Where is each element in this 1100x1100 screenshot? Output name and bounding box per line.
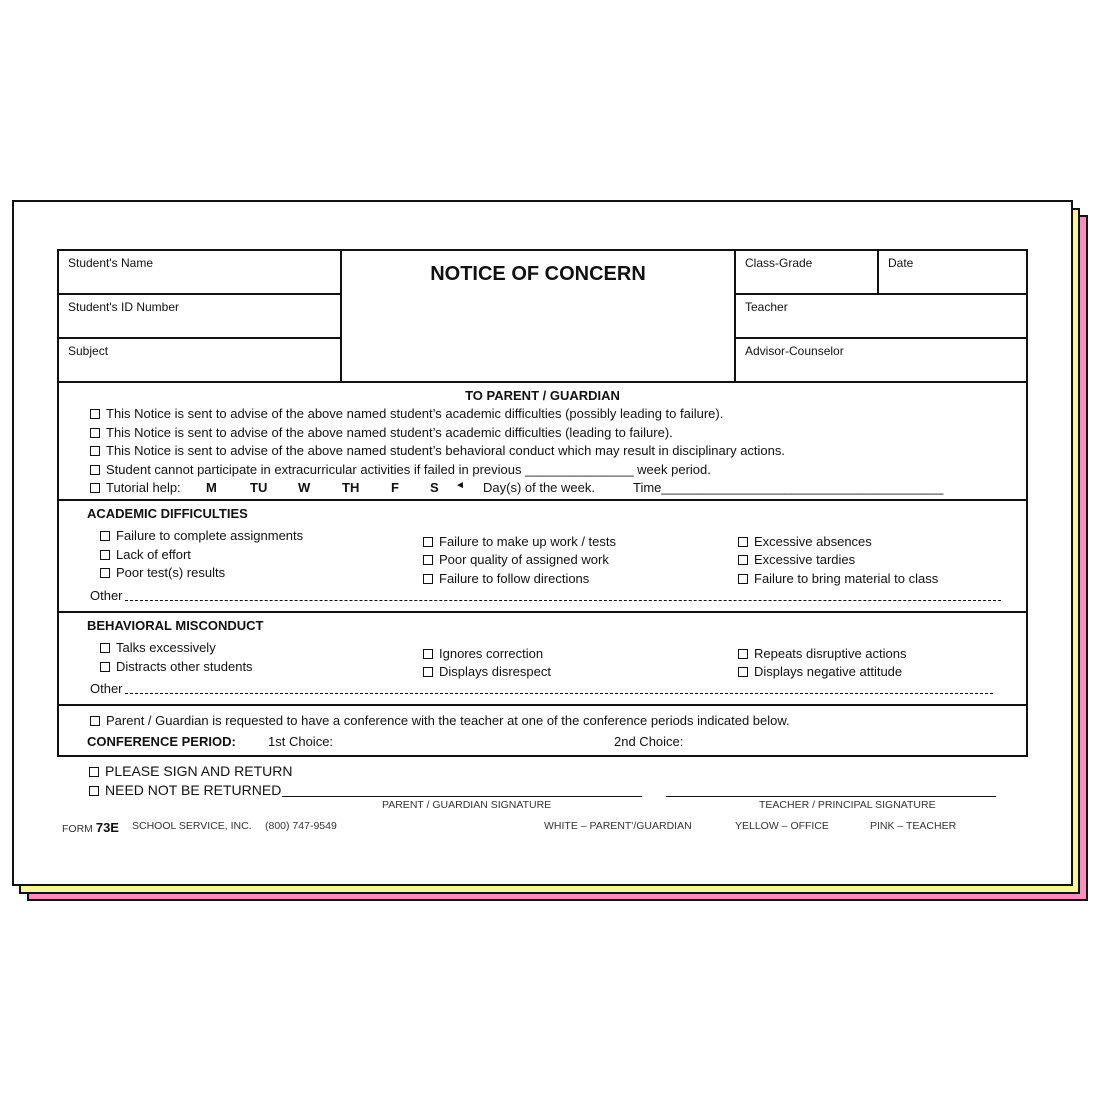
academic-other-label: Other [90, 588, 123, 603]
checkbox[interactable] [90, 409, 100, 419]
checkbox[interactable] [89, 786, 99, 796]
behavioral-heading: BEHAVIORAL MISCONDUCT [87, 618, 264, 633]
academic-item[interactable]: Lack of effort [100, 547, 191, 562]
copy-yellow-label: YELLOW – OFFICE [735, 820, 829, 832]
checkbox[interactable] [738, 574, 748, 584]
checkbox[interactable] [90, 483, 100, 493]
day-s[interactable]: S [430, 480, 439, 495]
divider [57, 293, 341, 295]
checkbox[interactable] [90, 428, 100, 438]
day-m[interactable]: M [206, 480, 217, 495]
day-th[interactable]: TH [342, 480, 360, 495]
teacher-signature-line[interactable] [666, 796, 996, 797]
behavioral-other-field[interactable] [125, 693, 993, 694]
checkbox[interactable] [738, 555, 748, 565]
day-tu[interactable]: TU [250, 480, 268, 495]
copy-pink-label: PINK – TEACHER [870, 820, 957, 832]
checkbox[interactable] [90, 716, 100, 726]
checkbox[interactable] [100, 550, 110, 560]
tutorial-help-option[interactable]: Tutorial help: [90, 480, 181, 495]
behavioral-item[interactable]: Displays disrespect [423, 664, 551, 679]
checkbox[interactable] [100, 531, 110, 541]
need-not-return-option[interactable]: NEED NOT BE RETURNED [89, 782, 281, 798]
checkbox[interactable] [100, 662, 110, 672]
checkbox[interactable] [90, 446, 100, 456]
conference-request-option[interactable]: Parent / Guardian is requested to have a conference with the teacher at one of the conference periods indicated below. [90, 713, 790, 728]
academic-item[interactable]: Excessive absences [738, 534, 872, 549]
checkbox[interactable] [423, 574, 433, 584]
checkbox[interactable] [100, 568, 110, 578]
divider [877, 249, 879, 294]
checkbox[interactable] [90, 465, 100, 475]
divider [57, 381, 1028, 383]
divider [57, 337, 341, 339]
second-choice-field[interactable]: 2nd Choice: [614, 734, 684, 749]
behavioral-item[interactable]: Displays negative attitude [738, 664, 902, 679]
parent-section-heading: TO PARENT / GUARDIAN [465, 388, 620, 403]
divider [734, 249, 736, 383]
advisor-counselor-field[interactable]: Advisor-Counselor [745, 344, 844, 358]
days-of-week-label: Day(s) of the week. [483, 480, 595, 495]
divider [57, 611, 1028, 613]
checkbox[interactable] [423, 537, 433, 547]
behavioral-other-label: Other [90, 681, 123, 696]
divider [57, 499, 1028, 501]
checkbox[interactable] [423, 649, 433, 659]
time-field[interactable]: Time_______________________________________ [633, 480, 944, 495]
student-id-field[interactable]: Student's ID Number [68, 300, 180, 314]
divider [734, 337, 1028, 339]
academic-item[interactable]: Poor test(s) results [100, 565, 225, 580]
academic-item[interactable]: Poor quality of assigned work [423, 552, 609, 567]
notice-option-behavioral[interactable]: This Notice is sent to advise of the above named student’s behavioral conduct which may result in disciplinary actions. [90, 443, 785, 458]
behavioral-item[interactable]: Ignores correction [423, 646, 543, 661]
subject-field[interactable]: Subject [68, 344, 109, 358]
parent-signature-line[interactable] [282, 796, 642, 797]
checkbox[interactable] [100, 643, 110, 653]
form-number: FORM 73E [62, 820, 119, 835]
divider [734, 293, 1028, 295]
divider [57, 704, 1028, 706]
checkbox[interactable] [738, 667, 748, 677]
arrow-left-icon: ◄ [455, 480, 465, 491]
academic-item[interactable]: Failure to complete assignments [100, 528, 303, 543]
day-w[interactable]: W [298, 480, 311, 495]
academic-item[interactable]: Failure to bring material to class [738, 571, 938, 586]
copy-white-label: WHITE – PARENT'/GUARDIAN [544, 820, 692, 832]
please-sign-option[interactable]: PLEASE SIGN AND RETURN [89, 763, 293, 779]
academic-other-field[interactable] [125, 600, 1001, 601]
checkbox[interactable] [423, 667, 433, 677]
teacher-field[interactable]: Teacher [745, 300, 788, 314]
behavioral-item[interactable]: Repeats disruptive actions [738, 646, 906, 661]
academic-heading: ACADEMIC DIFFICULTIES [87, 506, 248, 521]
notice-option-academic-possible[interactable]: This Notice is sent to advise of the above named student’s academic difficulties (possibly leading to failure). [90, 406, 723, 421]
notice-option-academic-failure[interactable]: This Notice is sent to advise of the above named student’s academic difficulties (leading to failure). [90, 425, 673, 440]
checkbox[interactable] [738, 649, 748, 659]
form-outer-border [57, 249, 1028, 757]
date-field[interactable]: Date [888, 256, 914, 270]
academic-item[interactable]: Excessive tardies [738, 552, 855, 567]
conference-period-label: CONFERENCE PERIOD: [87, 734, 236, 749]
teacher-signature-label: TEACHER / PRINCIPAL SIGNATURE [759, 799, 936, 811]
day-f[interactable]: F [391, 480, 399, 495]
academic-item[interactable]: Failure to follow directions [423, 571, 589, 586]
academic-item[interactable]: Failure to make up work / tests [423, 534, 616, 549]
parent-signature-label: PARENT / GUARDIAN SIGNATURE [382, 799, 552, 811]
first-choice-field[interactable]: 1st Choice: [268, 734, 334, 749]
notice-option-extracurricular[interactable]: Student cannot participate in extracurricular activities if failed in previous _______________ week period. [90, 462, 711, 477]
checkbox[interactable] [89, 767, 99, 777]
student-name-field[interactable]: Student's Name [68, 256, 154, 270]
company-name: SCHOOL SERVICE, INC. [132, 820, 252, 832]
checkbox[interactable] [738, 537, 748, 547]
checkbox[interactable] [423, 555, 433, 565]
page-title: NOTICE OF CONCERN [430, 263, 646, 285]
class-grade-field[interactable]: Class-Grade [745, 256, 813, 270]
behavioral-item[interactable]: Distracts other students [100, 659, 253, 674]
behavioral-item[interactable]: Talks excessively [100, 640, 216, 655]
company-phone: (800) 747-9549 [265, 820, 337, 832]
